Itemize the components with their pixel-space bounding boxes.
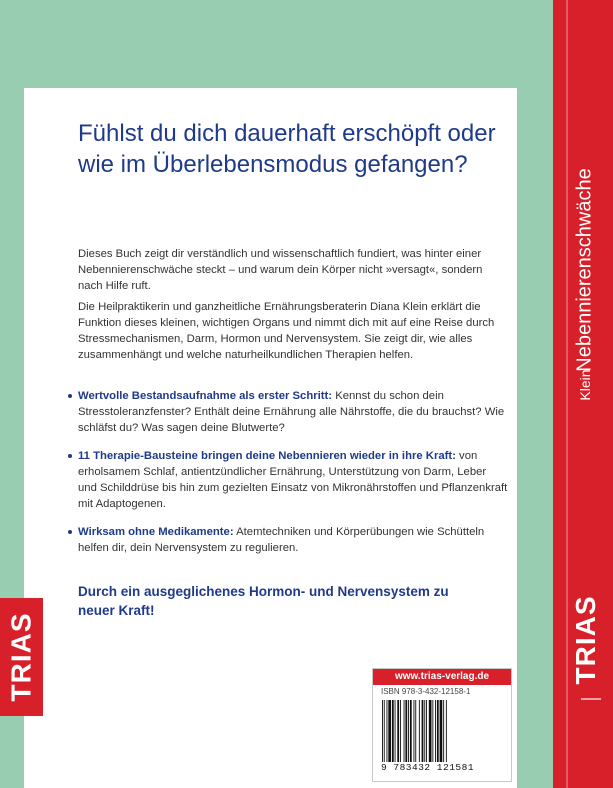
- bullet-heading: Wertvolle Bestandsaufnahme als erster Schritt:: [78, 390, 333, 402]
- barcode-number: 9 783432 121581: [381, 762, 475, 773]
- headline: Fühlst du dich dauerhaft erschöpft oder wie im Überlebensmodus gefangen?: [78, 120, 496, 178]
- barcode-icon: [381, 700, 503, 762]
- bullet-item: [68, 524, 508, 556]
- intro-paragraph: Dieses Buch zeigt dir verständlich und wissenschaftlich fundiert, was hinter einer Nebennierenschwäche steckt – und warum dein Körper nicht »versagt«, sondern nach Hilfe ruft.: [78, 248, 483, 292]
- barcode-box: [372, 668, 512, 782]
- bullet-list: [68, 388, 508, 568]
- bullet-heading: 11 Therapie-Bausteine bringen deine Nebennieren wieder in ihre Kraft:: [78, 450, 456, 462]
- spine-publisher-logo: TRIAS: [570, 595, 601, 685]
- publisher-logo: [0, 598, 43, 716]
- intro-text: [78, 246, 503, 368]
- bullet-dot-icon: [68, 530, 72, 534]
- publisher-logo-text: TRIAS: [5, 612, 37, 702]
- bullet-text: Kennst du schon dein Stresstoleranzfenster? Enthält deine Ernährung alle Nährstoffe, die du brauchst? Wie schläfst du? Was sagen deine Blutwerte?: [78, 390, 505, 434]
- spine-separator: [581, 698, 601, 700]
- bullet-text: von erholsamem Schlaf, antientzündlicher Ernährung, Unterstützung von Darm, Leber und Schilddrüse bis hin zum gezielten Einsatz von Mikronährstoffen und Pflanzenkraft mit Adaptogenen.: [78, 450, 508, 510]
- bullet-text: Atemtechniken und Körperübungen wie Schütteln helfen dir, dein Nervensystem zu regulieren.: [78, 526, 485, 554]
- bullet-heading: Wirksam ohne Medikamente:: [78, 526, 234, 538]
- isbn-label: ISBN 978-3-432-12158-1: [381, 687, 471, 696]
- book-spine: [553, 0, 613, 788]
- bullet-item: [68, 448, 508, 512]
- website-label: www.trias-verlag.de: [373, 669, 511, 685]
- spine-divider-line: [566, 0, 568, 788]
- bullet-item: [68, 388, 508, 436]
- bullet-dot-icon: [68, 454, 72, 458]
- spine-author: Klein: [577, 369, 593, 401]
- bullet-dot-icon: [68, 394, 72, 398]
- spine-title: Nebennierenschwäche: [573, 168, 596, 372]
- closing-statement: Durch ein ausgeglichenes Hormon- und Nervensystem zu neuer Kraft!: [78, 584, 449, 618]
- intro-paragraph: Die Heilpraktikerin und ganzheitliche Ernährungsberaterin Diana Klein erklärt die Funktion dieses kleinen, wichtigen Organs und nimmt dich mit auf eine Reise durch Stressmechanismen, Darm, Hormon und Nervensystem. Sie zeigt dir, wie alles zusammenhängt und welche naturheilkundlichen Therapien helfen.: [78, 301, 495, 361]
